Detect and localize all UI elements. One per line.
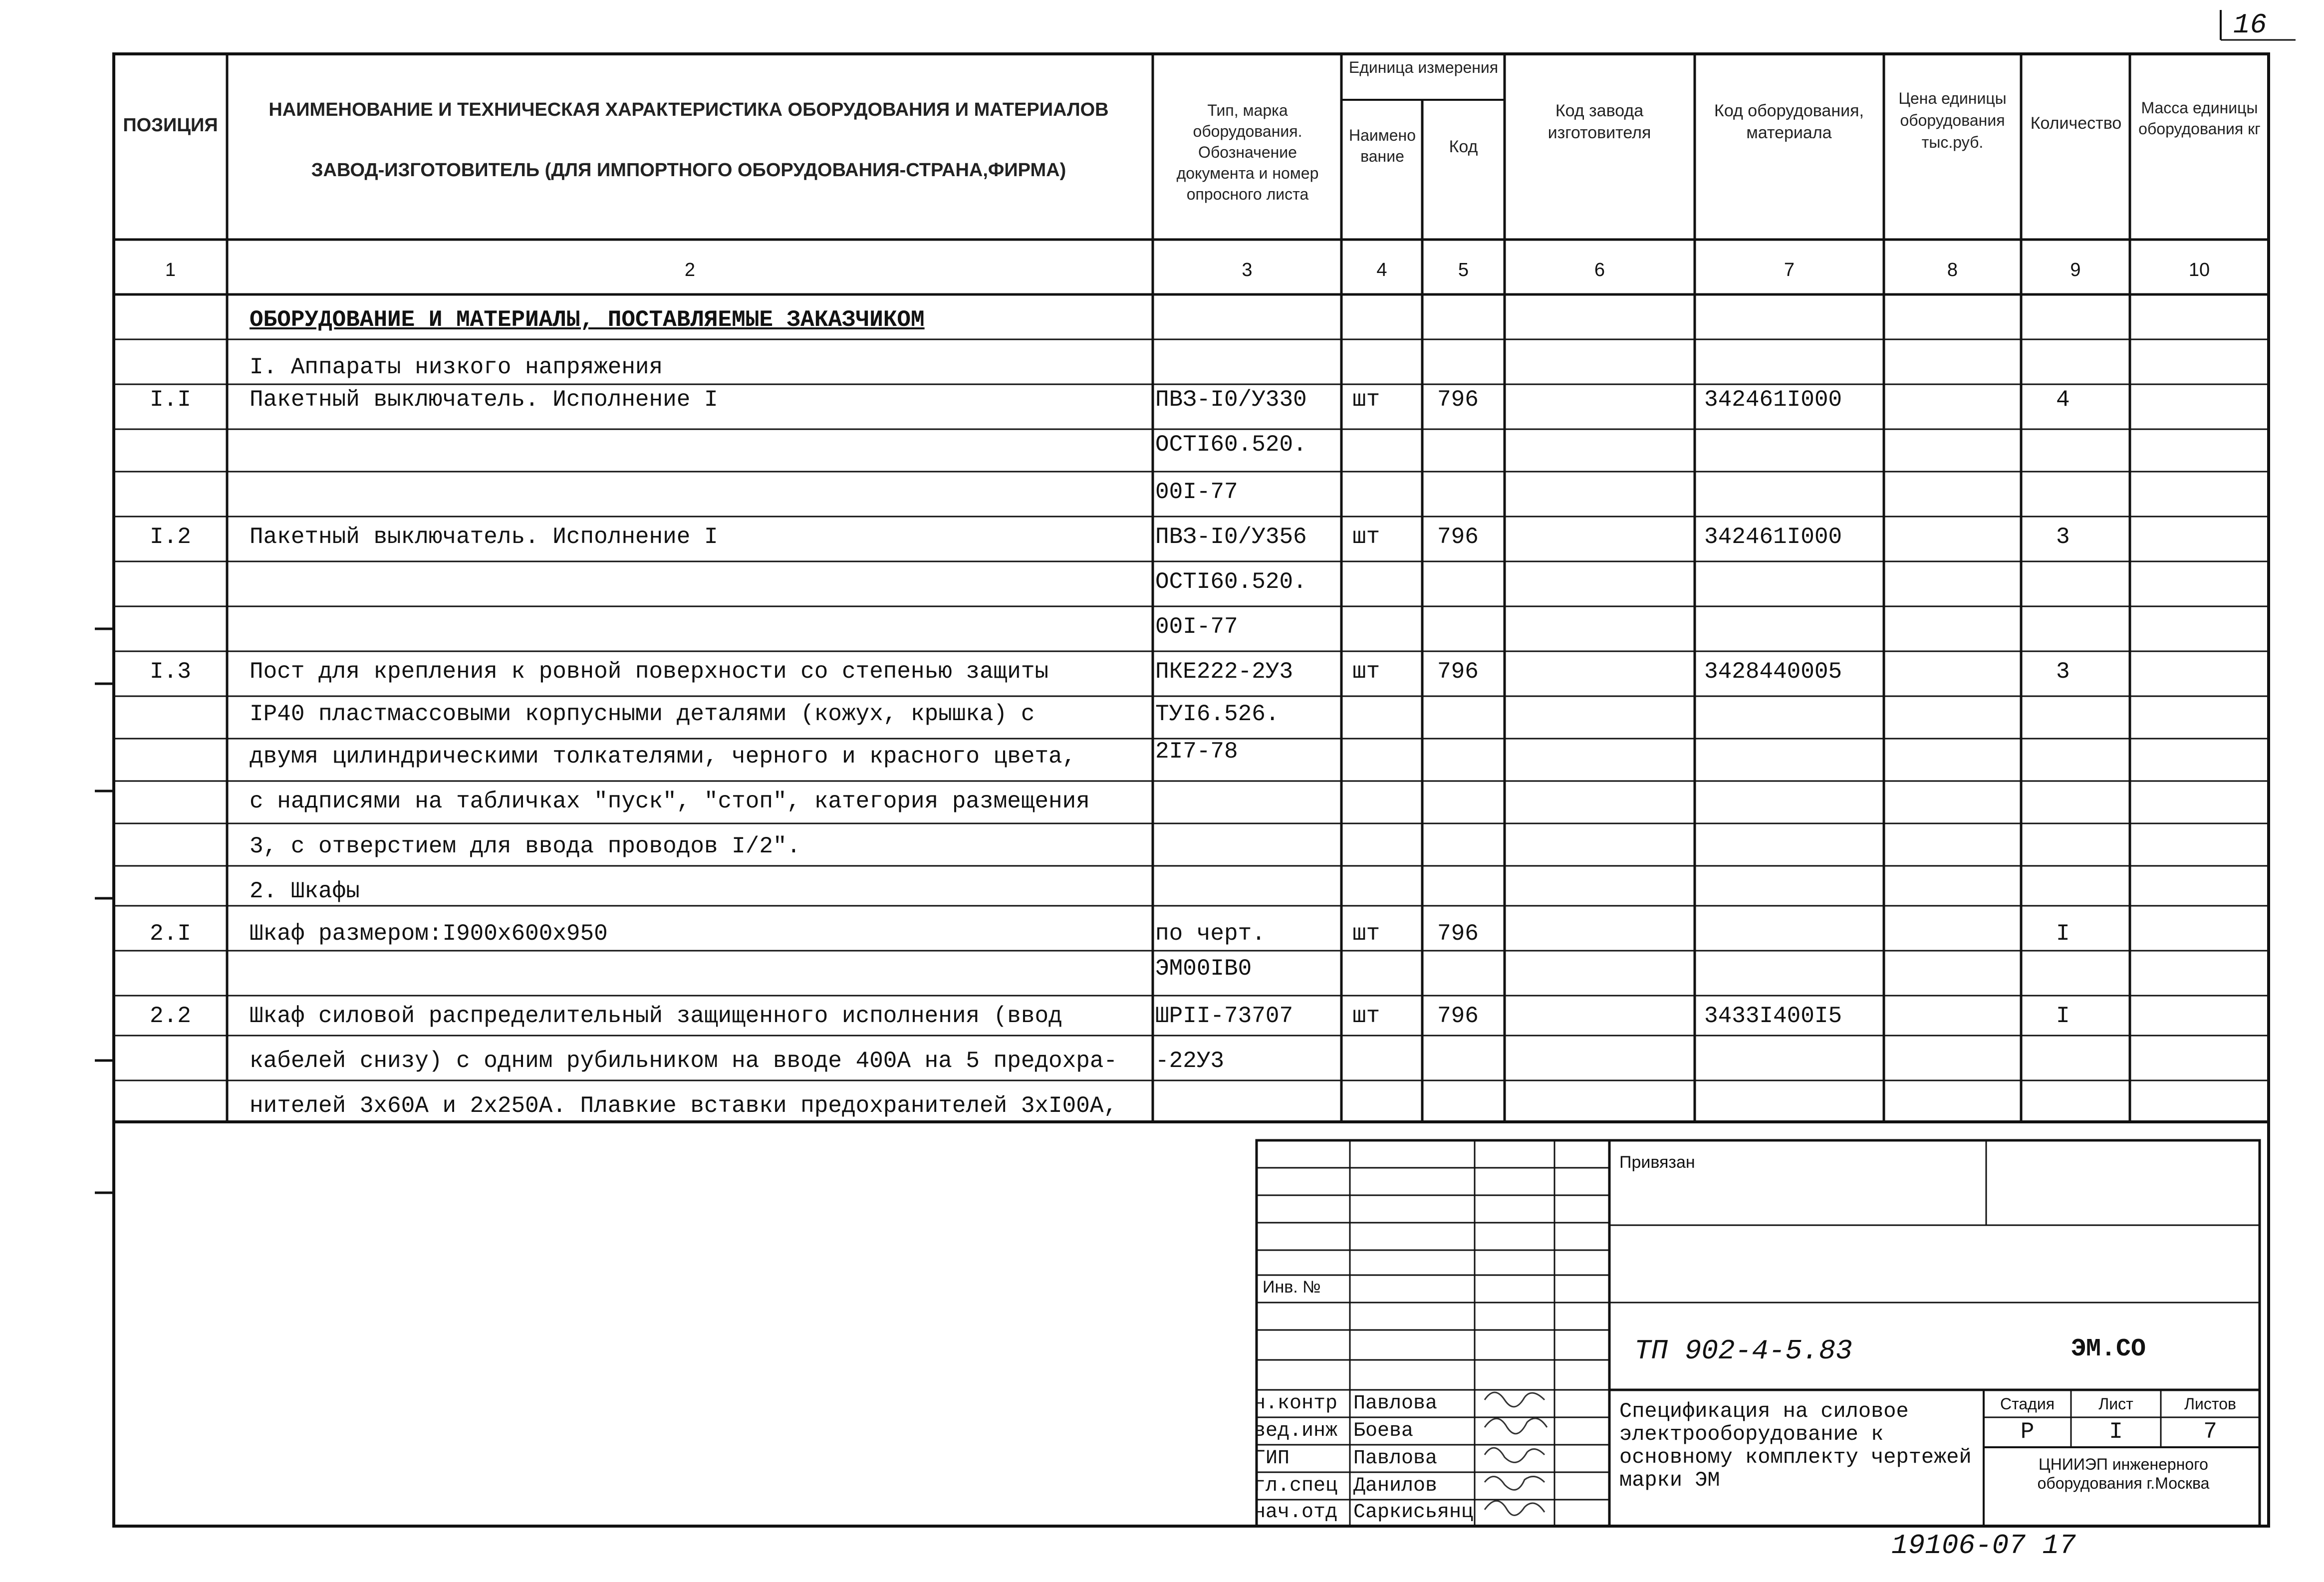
row-type: ОСТI60.520. xyxy=(1155,432,1307,458)
row-qty: 3 xyxy=(2056,659,2070,685)
row-eqcode: 342461I000 xyxy=(1704,387,1842,413)
row-code: 796 xyxy=(1437,659,1479,685)
signer-name: Данилов xyxy=(1353,1475,1438,1497)
col-num-1: 1 xyxy=(165,260,176,280)
stamp-sheets: 7 xyxy=(2203,1419,2217,1445)
row-eqcode: 3428440005 xyxy=(1704,659,1842,685)
row-name: 2. Шкафы xyxy=(250,878,360,904)
stamp-inv-label: Инв. № xyxy=(1263,1278,1321,1297)
row-name: Шкаф размером:I900x600x950 xyxy=(250,921,608,947)
col-num-7: 7 xyxy=(1784,260,1795,280)
row-type: ОСТI60.520. xyxy=(1155,569,1307,595)
row-type: 2I7-78 xyxy=(1155,739,1238,765)
row-type: -22У3 xyxy=(1155,1048,1225,1074)
signer-role: ГИП xyxy=(1254,1447,1290,1470)
row-name: двумя цилиндрическими толкателями, черного и красного цвета, xyxy=(250,744,1076,770)
row-name: Пакетный выключатель. Исполнение I xyxy=(250,524,718,550)
row-qty: I xyxy=(2056,1003,2070,1029)
row-name: 3, с отверстием для ввода проводов I/2". xyxy=(250,833,801,859)
row-type: 00I-77 xyxy=(1155,479,1238,505)
sheet-corner-number: 16 xyxy=(2233,9,2267,41)
stamp-privyazan: Привязан xyxy=(1619,1153,1695,1172)
row-type: 00I-77 xyxy=(1155,614,1238,640)
row-pos: I.2 xyxy=(150,524,191,550)
row-type: ЭМ00IВ0 xyxy=(1155,956,1252,982)
row-name: Пакетный выключатель. Исполнение I xyxy=(250,387,718,413)
stamp-sheets-label: Листов xyxy=(2184,1395,2236,1413)
col-num-5: 5 xyxy=(1458,260,1469,280)
header-mass: Масса единицы оборудования кг xyxy=(2138,99,2261,138)
header-factory-code: Код завода изготовителя xyxy=(1548,101,1651,142)
stamp-doc-code: ТП 902-4-5.83 xyxy=(1634,1335,1852,1367)
stamp-sheet: I xyxy=(2109,1419,2123,1445)
col-num-8: 8 xyxy=(1947,260,1958,280)
col-num-3: 3 xyxy=(1242,260,1253,280)
row-name: нителей 3x60А и 2x250А. Плавкие вставки предохранителей 3xI00А, xyxy=(250,1093,1118,1119)
header-type: Тип, марка оборудования. Обозначение документа и номер опросного листа xyxy=(1176,101,1319,203)
header-unit-group: Единица измерения xyxy=(1348,58,1499,76)
signer-role: вед.инж xyxy=(1254,1420,1338,1442)
row-pos: I.3 xyxy=(150,659,191,685)
header-equipment-code: Код оборудования, материала xyxy=(1714,101,1864,142)
row-type: ПКЕ222-2У3 xyxy=(1155,659,1293,685)
stamp-title: Спецификация на силовое электрооборудование к основному комплекту чертежей марки ЭМ xyxy=(1619,1399,1972,1492)
row-unit: шт xyxy=(1352,524,1380,550)
section-title: ОБОРУДОВАНИЕ И МАТЕРИАЛЫ, ПОСТАВЛЯЕМЫЕ ЗАКАЗЧИКОМ xyxy=(250,307,925,333)
stamp-sheet-label: Лист xyxy=(2098,1395,2133,1413)
row-code: 796 xyxy=(1437,387,1479,413)
row-name: I. Аппараты низкого напряжения xyxy=(250,354,663,380)
signer-name: Боева xyxy=(1353,1420,1414,1442)
header-unit-name: Наименование xyxy=(1348,126,1416,165)
row-eqcode: 342461I000 xyxy=(1704,524,1842,550)
signer-role: нач.отд xyxy=(1254,1501,1338,1524)
stamp-stage: Р xyxy=(2020,1419,2035,1445)
row-code: 796 xyxy=(1437,524,1479,550)
header-name: НАИМЕНОВАНИЕ И ТЕХНИЧЕСКАЯ ХАРАКТЕРИСТИКА ОБОРУДОВАНИЯ И МАТЕРИАЛОВ xyxy=(268,99,1109,120)
header-price: Цена единицы оборудования тыс.руб. xyxy=(1898,89,2007,151)
row-unit: шт xyxy=(1352,387,1380,413)
header-quantity: Количество xyxy=(2030,114,2122,133)
row-eqcode: 3433I400I5 xyxy=(1704,1003,1842,1029)
row-pos: 2.I xyxy=(150,921,191,947)
row-code: 796 xyxy=(1437,921,1479,947)
row-name: Шкаф силовой распределительный защищенного исполнения (ввод xyxy=(250,1003,1062,1029)
row-name: кабелей снизу) с одним рубильником на вводе 400А на 5 предохра- xyxy=(250,1048,1118,1074)
row-code: 796 xyxy=(1437,1003,1479,1029)
col-num-2: 2 xyxy=(684,260,696,280)
row-name: Пост для крепления к ровной поверхности со степенью защиты xyxy=(250,659,1049,685)
header-manufacturer: ЗАВОД-ИЗГОТОВИТЕЛЬ (ДЛЯ ИМПОРТНОГО ОБОРУДОВАНИЯ-СТРАНА,ФИРМА) xyxy=(311,160,1066,181)
row-unit: шт xyxy=(1352,921,1380,947)
signer-name: Павлова xyxy=(1353,1392,1438,1415)
stamp-stage-label: Стадия xyxy=(2000,1395,2055,1413)
header-position: ПОЗИЦИЯ xyxy=(123,115,218,136)
col-num-6: 6 xyxy=(1594,260,1605,280)
header-unit-code: Код xyxy=(1449,137,1478,156)
row-name: с надписями на табличках "пуск", "стоп", категория размещения xyxy=(250,789,1090,814)
row-type: по черт. xyxy=(1155,921,1266,947)
row-pos: I.I xyxy=(150,387,191,413)
row-qty: I xyxy=(2056,921,2070,947)
stamp-mark: ЭМ.СО xyxy=(2071,1335,2146,1363)
row-pos: 2.2 xyxy=(150,1003,191,1029)
col-num-9: 9 xyxy=(2070,260,2081,280)
stamp-organization: ЦНИИЭП инженерного оборудования г.Москва xyxy=(2037,1455,2210,1492)
bottom-note: 19106-07 17 xyxy=(1891,1530,2076,1562)
row-unit: шт xyxy=(1352,659,1380,685)
signer-role: н.контр xyxy=(1254,1392,1338,1415)
row-type: ШРII-73707 xyxy=(1155,1003,1293,1029)
col-num-10: 10 xyxy=(2188,260,2210,280)
col-num-4: 4 xyxy=(1376,260,1387,280)
row-unit: шт xyxy=(1352,1003,1380,1029)
row-qty: 4 xyxy=(2056,387,2070,413)
signer-role: гл.спец xyxy=(1254,1475,1338,1497)
signer-name: Саркисьянц xyxy=(1353,1501,1473,1524)
row-qty: 3 xyxy=(2056,524,2070,550)
row-type: ПВЗ-I0/У330 xyxy=(1155,387,1307,413)
row-type: ПВЗ-I0/У356 xyxy=(1155,524,1307,550)
row-name: IP40 пластмассовыми корпусными деталями (кожух, крышка) с xyxy=(250,701,1035,727)
row-type: ТУI6.526. xyxy=(1155,701,1280,727)
signer-name: Павлова xyxy=(1353,1447,1438,1470)
